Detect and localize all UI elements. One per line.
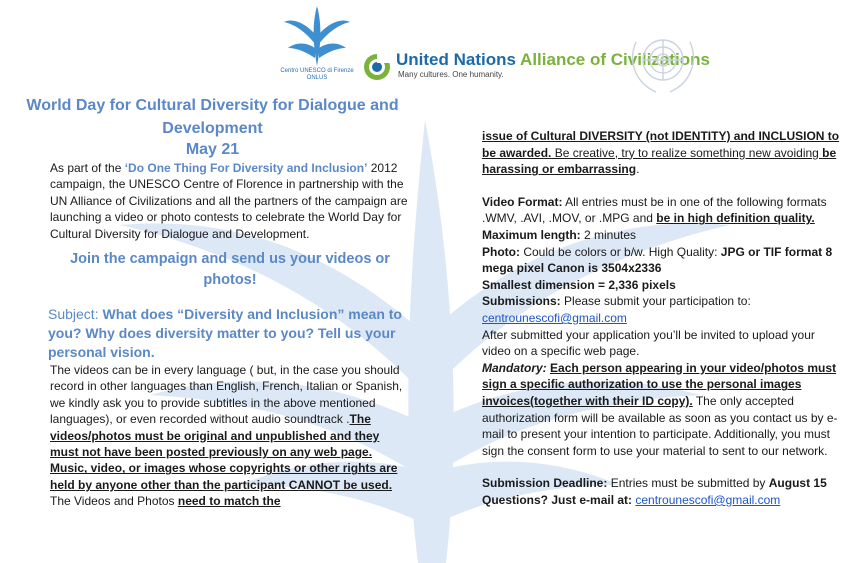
intro-text-1: As part of the xyxy=(50,161,125,175)
deadline xyxy=(482,475,842,492)
authorization-text: The only accepted authorization form will be available as soon as you contact us by e-mail to present your intention to participate. Additionally, you must sign the consent form to use your material to sent to our network. xyxy=(482,393,838,458)
photo-text: Could be colors or b/w. High Quality: xyxy=(520,244,721,259)
originality-rule: The videos/photos must be original and unpublished and they must not have been posted previously on any web page. Music, video, or images whose copyrights or other rights are held by anyone other than the participant CANNOT be used. xyxy=(50,412,398,492)
unaoc-tagline: Many cultures. One humanity. xyxy=(398,70,504,79)
questions xyxy=(482,492,842,509)
event-date: May 21 xyxy=(185,141,240,158)
unaoc-name-part2: Alliance of Civilizations xyxy=(520,50,710,69)
submissions-label: Submissions: xyxy=(482,294,561,309)
intro-text-2: 2012 campaign, the UNESCO Centre of Florence in partnership with the UN Alliance of Civilizations and all the partners of the campaign are launching a video or photo contests to celebrate the World Day for Cultural Diversity for Dialogue and Development. xyxy=(50,161,408,241)
video-format-label: Video Format: xyxy=(482,194,563,209)
unesco-caption-line2: ONLUS xyxy=(306,75,328,81)
video-format xyxy=(482,194,842,227)
photo-label: Photo: xyxy=(482,244,520,259)
match-rule: need to match the xyxy=(177,494,281,509)
after-submit-text: After submitted your application you’ll be invited to upload your video on a specific web page. xyxy=(482,327,815,359)
creative-note: Be creative, try to realize something new avoiding xyxy=(551,145,823,160)
unesco-leaf-icon xyxy=(282,4,352,68)
questions-email-link[interactable]: centrounescofi@gmail.com xyxy=(635,492,781,507)
submissions-text: Please submit your participation to: xyxy=(560,294,751,309)
mandatory-paragraph xyxy=(482,360,842,460)
authorization-rule: Each person appearing in your video/photos must sign a specific authorization to use the personal images invoices(together with their ID copy). xyxy=(482,360,837,408)
submissions xyxy=(482,293,842,310)
language-rules: The videos can be in every language ( but, in the case you should record in other languages than English, French, Italian or Spanish, we kindly ask you to provide subtitles in the above mentioned languages), or even recorded without audio soundtrack . xyxy=(50,363,403,427)
video-format-text: All entries must be in one of the following formats .WMV, .AVI, .MOV, or .MPG and xyxy=(482,194,827,226)
subject-label: Subject: xyxy=(48,306,103,323)
page-title: World Day for Cultural Diversity for Dialogue and Development xyxy=(26,97,399,137)
deadline-text: Entries must be submitted by xyxy=(607,476,769,491)
rules-paragraph xyxy=(50,362,410,510)
deadline-date: August 15 xyxy=(768,476,827,491)
questions-label: Questions? Just e-mail at: xyxy=(482,492,636,507)
max-length-label: Maximum length: xyxy=(482,227,581,242)
max-length xyxy=(482,227,842,244)
unaoc-name-part1: United Nations xyxy=(396,50,516,69)
hd-requirement: be in high definition quality. xyxy=(656,211,815,226)
rules-text-2: The Videos and Photos xyxy=(50,494,178,509)
subject-question: What does “Diversity and Inclusion” mean to you? Why does diversity matter to you? Tell us your personal vision. xyxy=(48,306,402,361)
unaoc-swirl-icon xyxy=(362,52,392,82)
unesco-florence-logo xyxy=(272,4,362,94)
avoid-note: be harassing or embarrassing xyxy=(482,145,837,177)
mandatory-label: Mandatory: xyxy=(482,360,547,375)
unesco-caption-line1: Centro UNESCO di Firenze xyxy=(280,68,354,74)
smallest-dimension-text: Smallest dimension = 2,336 pixels xyxy=(482,277,676,292)
photo-format xyxy=(482,244,842,277)
right-column xyxy=(482,128,842,508)
photo-spec: JPG or TIF format 8 mega pixel Canon is 3504x2336 xyxy=(482,244,833,276)
subject-heading xyxy=(48,305,410,362)
submission-email-link[interactable]: centrounescofi@gmail.com xyxy=(482,310,627,325)
un-emblem-icon xyxy=(622,30,704,98)
theme-rule: issue of Cultural DIVERSITY (not IDENTITY) and INCLUSION to be awarded. xyxy=(482,129,840,160)
smallest-dimension xyxy=(482,277,842,294)
max-length-value: 2 minutes xyxy=(580,227,637,242)
join-campaign-heading: Join the campaign and send us your videos or photos! xyxy=(70,251,390,289)
intro-paragraph xyxy=(50,160,410,242)
deadline-label: Submission Deadline: xyxy=(482,476,608,491)
campaign-name: ‘Do One Thing For Diversity and Inclusion’ xyxy=(124,161,368,175)
theme-end: . xyxy=(636,162,640,177)
left-column xyxy=(26,94,410,510)
theme-paragraph xyxy=(482,128,842,178)
